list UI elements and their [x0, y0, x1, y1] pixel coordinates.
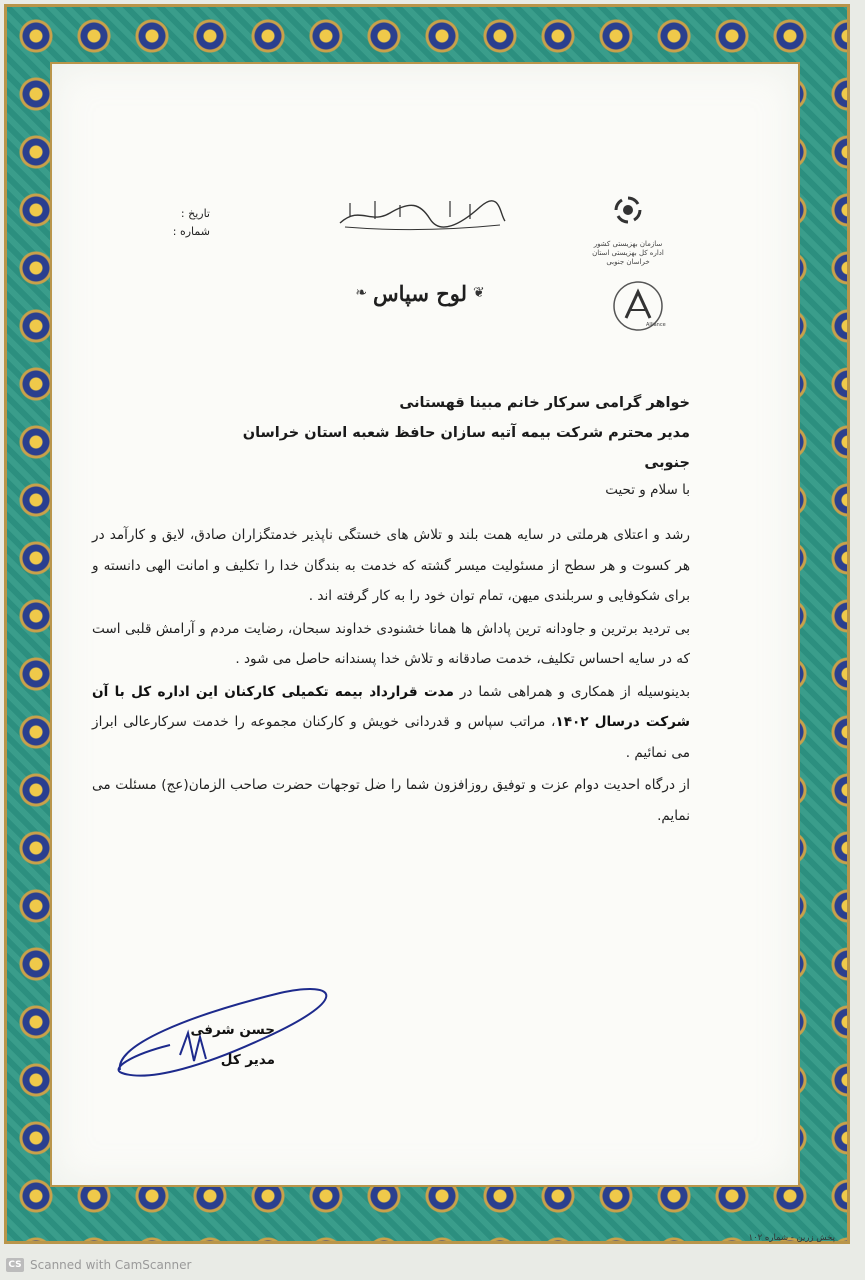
alliance-emblem-icon [610, 278, 666, 334]
scanner-watermark [6, 1256, 191, 1274]
document-meta [150, 205, 210, 241]
signature-block [150, 1015, 275, 1075]
body-paragraph-3-bold: مدت قرارداد بیمه تکمیلی کارکنان این اداره کل با آن شرکت درسال ۱۴۰۲ [92, 683, 690, 730]
greeting: با سلام و تحیت [605, 482, 690, 498]
recipient-block [220, 388, 690, 478]
recipient-position: مدیر محترم شرکت بیمه آتیه سازان حافظ شعبه استان خراسان جنوبی [242, 425, 690, 471]
signatory-name: حسن شرفی [190, 1022, 275, 1038]
body-paragraph-3-end: ، مراتب سپاس و قدردانی خویش و کارکنان مجموعه را خدمت سرکارعالی ابراز می نمائیم . [92, 714, 690, 761]
basmala-calligraphy-icon [330, 195, 510, 235]
welfare-emblem-icon [588, 190, 668, 240]
body-paragraph-4: از درگاه احدیت دوام عزت و توفیق روزافزون شما را ضل توجهات حضرت صاحب الزمان(عج) مسئلت می نمایم. [92, 777, 690, 824]
body-paragraph-3-start: بدینوسیله از همکاری و همراهی شما در [453, 683, 690, 700]
number-label: شماره : [172, 225, 210, 238]
alliance-logo-text: Alliance [646, 322, 666, 328]
org-logo-text: سازمان بهزیستی کشور اداره کل بهزیستی استان خراسان جنوبی [592, 240, 664, 266]
date-label: تاریخ : [180, 207, 210, 220]
org-logo [588, 190, 668, 266]
certificate-title: لوح سپاس [372, 280, 468, 306]
recipient-name: خواهر گرامی سرکار خانم مبینا قهستانی [399, 395, 690, 411]
letter-body [92, 520, 690, 833]
flourish-right-icon: ❦ [473, 285, 485, 301]
title-area [310, 276, 530, 310]
body-paragraph-2: بی تردید برترین و جاودانه ترین پاداش ها همانا خشنودی خداوند سبحان، رضایت مردم و آرامش قلبی است که در سایه احساس تکلیف، خدمت صادقانه و تلاش خدا پسندانه حاصل می شود . [92, 620, 690, 667]
footer-edition: پخش زرین - شماره ۱۰۲ [748, 1233, 835, 1243]
alliance-logo [610, 278, 666, 334]
flourish-left-icon: ❧ [355, 285, 367, 301]
signatory-role: مدیر کل [220, 1052, 275, 1068]
camscanner-icon: CS [6, 1258, 24, 1272]
body-paragraph-3 [92, 677, 690, 769]
scanner-text: Scanned with CamScanner [30, 1258, 192, 1272]
body-paragraph-1: رشد و اعتلای هرملتی در سایه همت بلند و تلاش های خستگی ناپذیر خدمتگزاران صادق، لایق و کارآمد در هر کسوت و هر سطح از مسئولیت میسر گشته که خدمت به بندگان خدا را تکلیف و امانت الهی دانسته و برای شکوفایی و سربلندی میهن، تمام توان خود را به کار گرفته اند . [92, 527, 690, 604]
